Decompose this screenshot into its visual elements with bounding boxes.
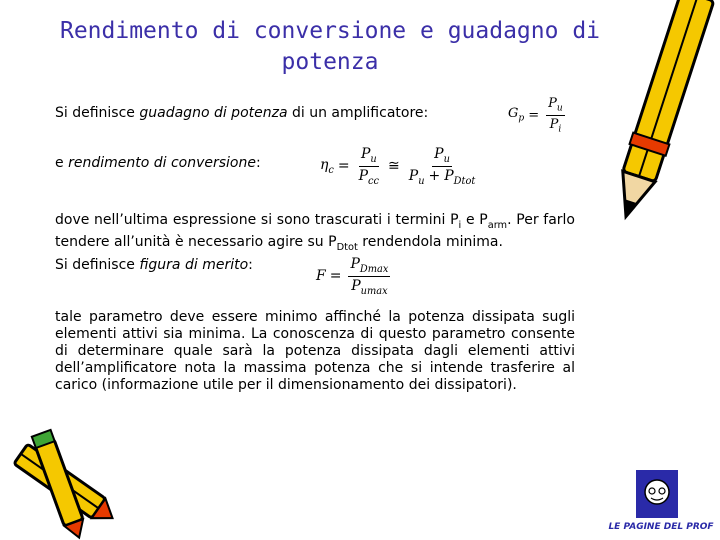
figure-of-merit-line: [55, 257, 253, 273]
formula-symbol: F: [316, 268, 326, 285]
conclusion-paragraph: tale parametro deve essere minimo affinché la potenza dissipata sugli elementi attivi sia minima. La conoscenza di questo parametro consente di determinare quale sarà la potenza dissipata dagli elementi attivi dell’amplificatore nota la massima potenza che si intende trasferire al carico (informazione utile per il dimensionamento dei dissipatori).: [55, 309, 575, 393]
pencil-icon: [0, 425, 120, 540]
term-figure-of-merit: figura di merito: [139, 257, 249, 273]
conversion-efficiency-formula: [320, 146, 480, 187]
text-segment: e: [55, 155, 69, 171]
formula-symbol: $\eta_c$: [320, 156, 334, 176]
formula-operator: =: [337, 158, 350, 175]
gain-definition-line: [55, 105, 428, 121]
efficiency-definition-line: [55, 155, 261, 171]
term-conversion-efficiency: rendimento di conversione: [68, 155, 256, 171]
formula-fraction: $\frac{P_{Dmax}}{P_{umax}}$: [350, 256, 389, 297]
formula-fraction: $\frac{P_u}{P_i}$: [548, 96, 563, 135]
formula-operator: ≅: [388, 158, 400, 175]
text-segment: di un amplificatore:: [287, 105, 429, 121]
formula-operator: =: [329, 268, 342, 285]
formula-operator: =: [528, 107, 540, 123]
pencil-icon: [600, 0, 720, 230]
slide-title: Rendimento di conversione e guadagno di potenza: [59, 18, 601, 75]
figure-of-merit-formula: [316, 256, 393, 297]
formula-symbol: $G_p$: [508, 106, 525, 124]
text-segment: Si definisce: [55, 257, 140, 273]
explanation-paragraph: dove nell’ultima espressione si sono trascurati i termini $P_i$ e $P_{arm}$. Per farlo tendere all’unità è necessario agire su $P_{Dtot}$ rendendola minima.: [55, 212, 575, 253]
term-power-gain: guadagno di potenza: [139, 105, 288, 121]
power-gain-formula: [508, 96, 568, 134]
logo-caption: LE PAGINE DEL PROF: [608, 522, 714, 532]
text-segment: :: [248, 257, 253, 273]
text-segment: Si definisce: [55, 105, 140, 121]
formula-fraction: $\frac{P_u}{P_{cc}}$: [358, 146, 380, 187]
text-segment: :: [255, 155, 261, 171]
formula-fraction: $\frac{P_u}{P_u + P_{Dtot}}$: [408, 146, 476, 187]
